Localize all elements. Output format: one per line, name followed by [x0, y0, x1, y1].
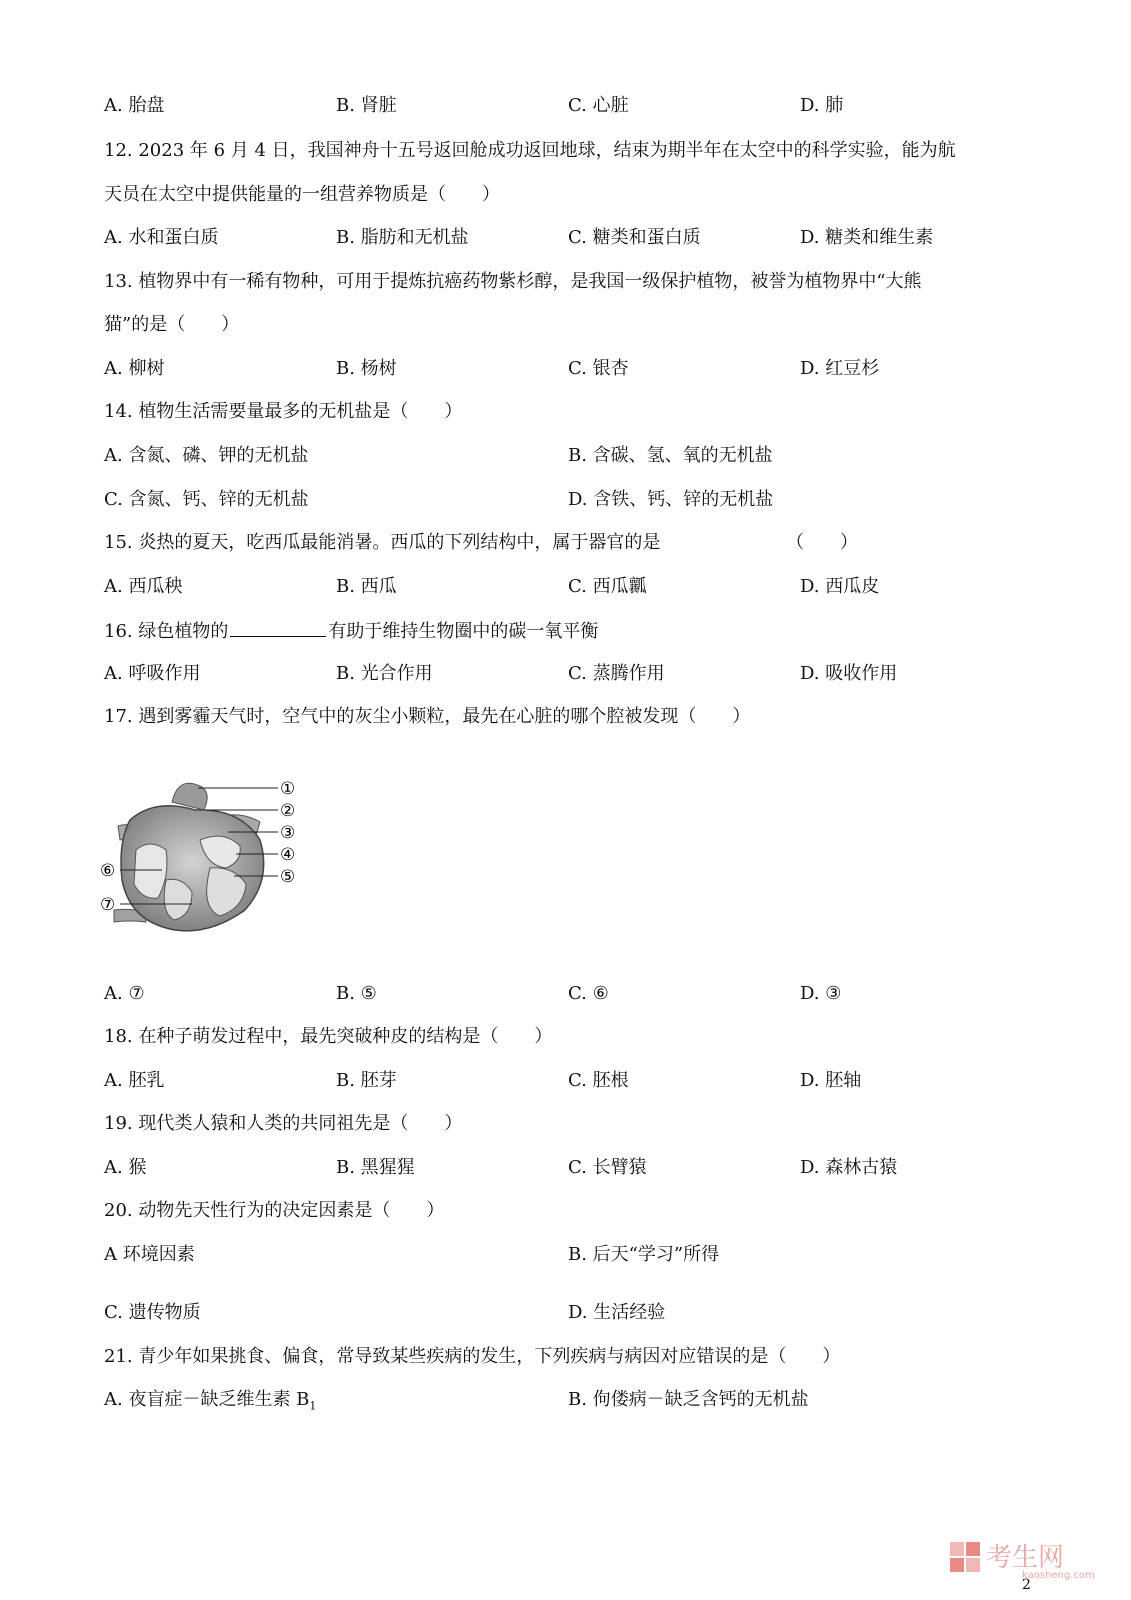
q21-option-a-subscript: 1	[309, 1399, 317, 1413]
logo-square-1	[950, 1542, 964, 1556]
q17-option-c: C. ⑥	[568, 983, 609, 1004]
right-atrium-shape	[134, 844, 167, 898]
q18-option-a: A. 胚乳	[104, 1070, 165, 1091]
q12-option-b: B. 脂肪和无机盐	[336, 227, 469, 248]
q15-option-c: C. 西瓜瓤	[568, 576, 647, 597]
q16-option-c: C. 蒸腾作用	[568, 663, 665, 684]
q15-option-a: A. 西瓜秧	[104, 576, 183, 597]
q21-option-b: B. 佝偻病－缺乏含钙的无机盐	[568, 1389, 809, 1410]
q20-option-b: B. 后天“学习”所得	[568, 1244, 720, 1265]
q11-option-d: D. 肺	[800, 95, 844, 116]
q20-option-c: C. 遗传物质	[104, 1302, 201, 1323]
q11-option-b: B. 肾脏	[336, 95, 397, 116]
q20-option-a: A 环境因素	[104, 1244, 195, 1265]
q18-stem: 18. 在种子萌发过程中，最先突破种皮的结构是（ ）	[104, 1026, 553, 1047]
q16-fill-blank	[230, 618, 326, 637]
q12-stem-line2: 天员在太空中提供能量的一组营养物质是（ ）	[104, 184, 500, 205]
q18-option-d: D. 胚轴	[800, 1070, 862, 1091]
logo-square-4	[966, 1558, 980, 1572]
page-number: 2	[1022, 1577, 1031, 1593]
q17-option-a: A. ⑦	[104, 983, 145, 1004]
heart-label-1: ①	[280, 780, 296, 799]
q14-stem: 14. 植物生活需要量最多的无机盐是（ ）	[104, 401, 463, 422]
q11-option-a: A. 胎盘	[104, 95, 165, 116]
heart-label-3: ③	[280, 823, 296, 843]
q20-stem: 20. 动物先天性行为的决定因素是（ ）	[104, 1200, 445, 1221]
q15-option-b: B. 西瓜	[336, 576, 397, 597]
q17-option-d: D. ③	[800, 983, 842, 1004]
watermark-url: kaosheng.com	[1022, 1570, 1095, 1580]
heart-label-5: ⑤	[280, 867, 296, 887]
q19-option-b: B. 黑猩猩	[336, 1157, 415, 1178]
q12-option-d: D. 糖类和维生素	[800, 227, 934, 248]
q20-option-d: D. 生活经验	[568, 1302, 666, 1323]
q16-option-a: A. 呼吸作用	[104, 663, 201, 684]
q16-stem	[104, 618, 598, 644]
q17-stem: 17. 遇到雾霾天气时，空气中的灰尘小颗粒，最先在心脏的哪个腔被发现（ ）	[104, 706, 751, 727]
q19-option-a: A. 猴	[104, 1157, 147, 1178]
q15-option-d: D. 西瓜皮	[800, 576, 880, 597]
heart-label-4: ④	[280, 845, 296, 865]
q15-answer-paren: （ ）	[786, 532, 858, 553]
q13-option-d: D. 红豆杉	[800, 358, 880, 379]
q17-option-b: B. ⑤	[336, 983, 377, 1004]
heart-label-7: ⑦	[100, 895, 116, 915]
q19-option-c: C. 长臂猿	[568, 1157, 647, 1178]
q21-option-a-text: A. 夜盲症－缺乏维生素 B	[104, 1389, 310, 1410]
q13-option-c: C. 银杏	[568, 358, 629, 379]
q13-option-a: A. 柳树	[104, 358, 165, 379]
q12-option-a: A. 水和蛋白质	[104, 227, 219, 248]
q13-stem-line2: 猫”的是（ ）	[104, 314, 240, 335]
watermark-name: 考生网	[986, 1543, 1065, 1573]
q15-stem: 15. 炎热的夏天，吃西瓜最能消暑。西瓜的下列结构中，属于器官的是	[104, 532, 661, 553]
kaosheng-watermark-logo	[950, 1538, 1100, 1580]
logo-square-3	[950, 1558, 964, 1572]
q11-option-c: C. 心脏	[568, 95, 629, 116]
q21-option-a	[104, 1388, 316, 1419]
heart-label-6: ⑥	[100, 861, 116, 881]
q12-stem-line1: 12. 2023 年 6 月 4 日，我国神舟十五号返回舱成功返回地球，结束为期半年在太空中的科学实验，能为航	[104, 140, 956, 161]
q16-stem-part2: 有助于维持生物圈中的碳一氧平衡	[328, 621, 599, 642]
q19-option-d: D. 森林古猿	[800, 1157, 898, 1178]
q14-option-a: A. 含氮、磷、钾的无机盐	[104, 445, 309, 466]
q16-stem-part1: 16. 绿色植物的	[104, 621, 229, 642]
q16-option-d: D. 吸收作用	[800, 663, 898, 684]
q14-option-b: B. 含碳、氢、氧的无机盐	[568, 445, 773, 466]
heart-label-2: ②	[280, 801, 296, 821]
q19-stem: 19. 现代类人猿和人类的共同祖先是（ ）	[104, 1113, 463, 1134]
logo-square-2	[966, 1542, 980, 1556]
q13-stem-line1: 13. 植物界中有一稀有物种，可用于提炼抗癌药物紫杉醇，是我国一级保护植物，被誉为植物界中“大熊	[104, 271, 922, 292]
q21-stem: 21. 青少年如果挑食、偏食，常导致某些疾病的发生，下列疾病与病因对应错误的是（ ）	[104, 1346, 841, 1367]
heart-diagram	[100, 780, 310, 940]
q12-option-c: C. 糖类和蛋白质	[568, 227, 701, 248]
q14-option-d: D. 含铁、钙、锌的无机盐	[568, 489, 774, 510]
q14-option-c: C. 含氮、钙、锌的无机盐	[104, 489, 309, 510]
q16-option-b: B. 光合作用	[336, 663, 433, 684]
q13-option-b: B. 杨树	[336, 358, 397, 379]
q18-option-c: C. 胚根	[568, 1070, 629, 1091]
q18-option-b: B. 胚芽	[336, 1070, 397, 1091]
